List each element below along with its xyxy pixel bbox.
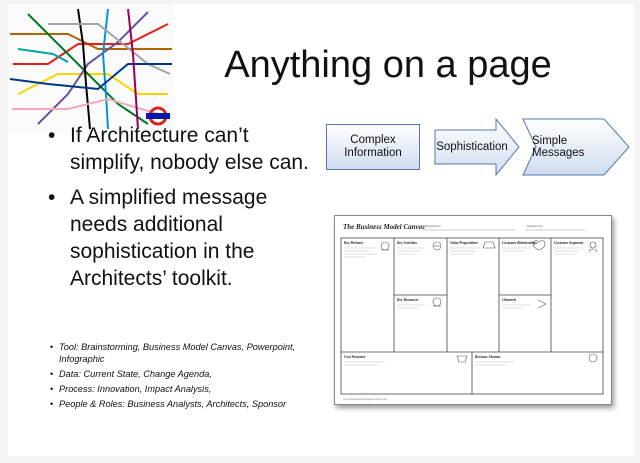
canvas-block-cost-structure: Cost Structure <box>344 355 366 359</box>
london-underground-map-image <box>8 4 174 134</box>
bullet-item: • A simplified message needs additional sophistication in the Architects’ toolkit. <box>48 184 318 292</box>
canvas-block-revenue-streams: Revenue Streams <box>475 355 501 359</box>
canvas-block-channels: Channels <box>502 298 517 302</box>
canvas-block-key-partners: Key Partners <box>344 241 364 245</box>
flow-step-label: Sophistication <box>436 141 508 153</box>
canvas-block-key-resources: Key Resources <box>397 298 419 302</box>
detail-bullet-item: • People & Roles: Business Analysts, Architects, Sponsor <box>48 398 338 410</box>
business-model-canvas-image <box>334 215 612 405</box>
canvas-block-value-propositions: Value Propositions <box>450 241 478 245</box>
flow-step-simple-messages <box>522 118 630 176</box>
main-bullet-list <box>48 122 318 300</box>
process-flow-diagram <box>326 114 636 180</box>
detail-bullet-item: • Tool: Brainstorming, Business Model Canvas, Powerpoint, Infographic <box>48 341 338 365</box>
detail-bullet-list <box>48 341 338 413</box>
canvas-block-customer-relationships: Customer Relationships <box>502 241 538 245</box>
svg-text:www.businessmodelgeneration.co: www.businessmodelgeneration.com <box>343 397 387 401</box>
flow-step-label: Simple Messages <box>532 135 585 159</box>
canvas-block-customer-segments: Customer Segments <box>554 241 584 245</box>
bullet-item: • If Architecture can’t simplify, nobody else can. <box>48 122 318 176</box>
slide-body <box>8 4 634 456</box>
flow-step-complex-information: Complex Information <box>326 124 420 170</box>
detail-bullet-item: • Process: Innovation, Impact Analysis, <box>48 383 338 395</box>
canvas-title: The Business Model Canvas <box>343 223 425 231</box>
canvas-block-key-activities: Key Activities <box>397 241 417 245</box>
canvas-header-field: Designed for: <box>425 224 442 228</box>
detail-bullet-item: • Data: Current State, Change Agenda, <box>48 368 338 380</box>
flow-step-sophistication <box>434 118 520 176</box>
slide-title: Anything on a page <box>224 44 552 86</box>
canvas-header-field: Designed by: <box>527 224 543 228</box>
